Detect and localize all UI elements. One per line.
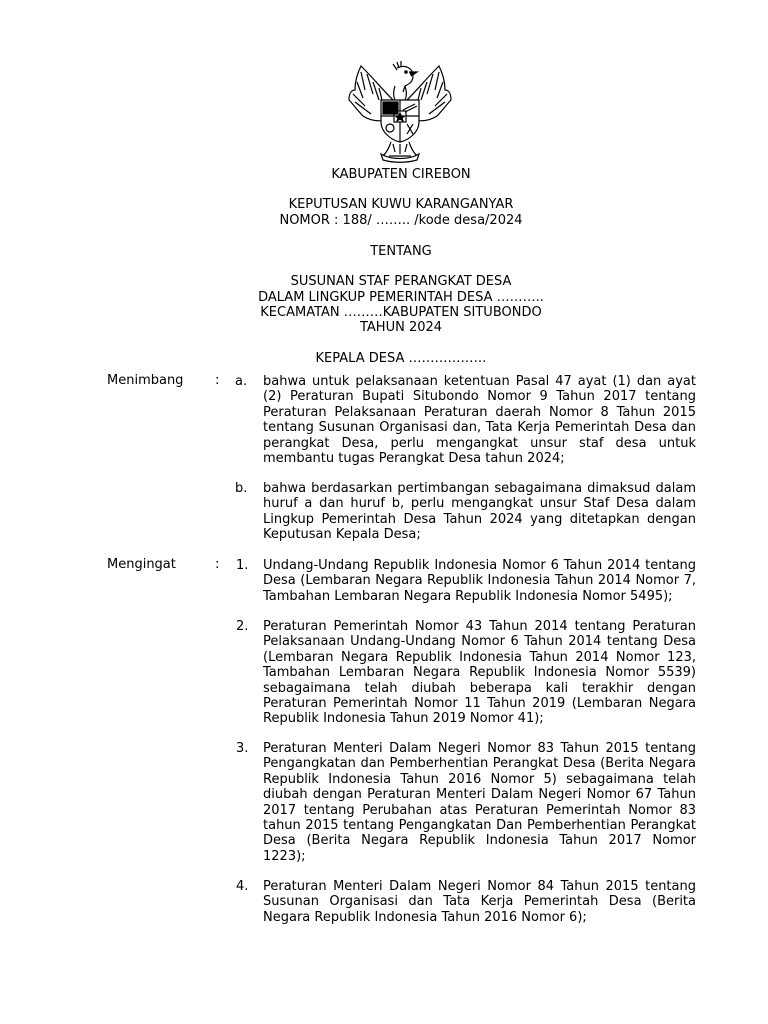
item-marker: 1. <box>236 558 249 573</box>
item-marker: b. <box>235 481 248 496</box>
subject-line-2: DALAM LINGKUP PEMERINTAH DESA ……….. <box>258 290 544 305</box>
item-text: Peraturan Menteri Dalam Negeri Nomor 84 Tahun 2015 tentang Susunan Organisasi dan Tata Kerja Pemerintah Desa (Berita Negara Republik Indonesia Tahun 2016 Nomor 6); <box>263 879 696 925</box>
item-text: bahwa untuk pelaksanaan ketentuan Pasal 47 ayat (1) dan ayat (2) Peraturan Bupati Situbondo Nomor 9 Tahun 2017 tentang Peraturan Pelaksanaan Peraturan daerah Nomor 8 Tahun 2015 tentang Susunan Organisasi dan, Tata Kerja Pemerintah Desa dan perangkat Desa, perlu mengangkat unsur staf desa untuk membantu tugas Perangkat Desa tahun 2024; <box>263 374 696 467</box>
mengingat-label: Mengingat <box>107 557 176 572</box>
item-text: Peraturan Menteri Dalam Negeri Nomor 83 Tahun 2015 tentang Pengangkatan dan Pemberhentian Perangkat Desa (Berita Negara Republik Indonesia Tahun 2016 Nomor 5) sebagaimana telah diubah dengan Peraturan Menteri Dalam Negeri Nomor 67 Tahun 2017 tentang Perubahan atas Peraturan Pemerintah Nomor 83 tahun 2015 tentang Pengangkatan Dan Pemberhentian Perangkat Desa (Berita Negara Republik Indonesia Tahun 2017 Nomor 1223); <box>263 741 696 864</box>
subject-line-3: KECAMATAN ………KABUPATEN SITUBONDO <box>260 305 542 320</box>
item-text: bahwa berdasarkan pertimbangan sebagaimana dimaksud dalam huruf a dan huruf b, perlu mengangkat unsur Staf Desa dalam Lingkup Pemerintah Desa Tahun 2024 yang ditetapkan dengan Keputusan Kepala Desa; <box>263 481 696 543</box>
regency-title: KABUPATEN CIREBON <box>331 167 471 182</box>
item-text: Peraturan Pemerintah Nomor 43 Tahun 2014 tentang Peraturan Pelaksanaan Undang-Undang Nomor 6 Tahun 2014 tentang Desa (Lembaran Negara Republik Indonesia Tahun 2014 Nomor 123, Tambahan Lembaran Negara Republik Indonesia Nomor 5539) sebagaimana telah diubah beberapa kali terakhir dengan Peraturan Pemerintah Nomor 11 Tahun 2019 (Lembaran Negara Republik Indonesia Tahun 2019 Nomor 41); <box>263 619 696 727</box>
item-marker: 2. <box>236 619 249 634</box>
official-title: KEPALA DESA ……………… <box>315 351 487 366</box>
subject-line-4: TAHUN 2024 <box>359 320 443 335</box>
item-marker: 3. <box>236 741 249 756</box>
decree-title: KEPUTUSAN KUWU KARANGANYAR <box>288 197 514 212</box>
mengingat-colon: : <box>215 557 220 572</box>
item-marker: 4. <box>236 879 249 894</box>
item-marker: a. <box>235 374 248 389</box>
garuda-emblem-icon <box>343 60 457 164</box>
menimbang-colon: : <box>215 373 220 388</box>
decree-number: NOMOR : 188/ …….. /kode desa/2024 <box>279 213 523 228</box>
about-label: TENTANG <box>370 244 432 259</box>
menimbang-label: Menimbang <box>107 373 184 388</box>
item-text: Undang-Undang Republik Indonesia Nomor 6 Tahun 2014 tentang Desa (Lembaran Negara Republik Indonesia Tahun 2014 Nomor 7, Tambahan Lembaran Negara Republik Indonesia Nomor 5495); <box>263 558 696 604</box>
subject-line-1: SUSUNAN STAF PERANGKAT DESA <box>290 274 512 289</box>
